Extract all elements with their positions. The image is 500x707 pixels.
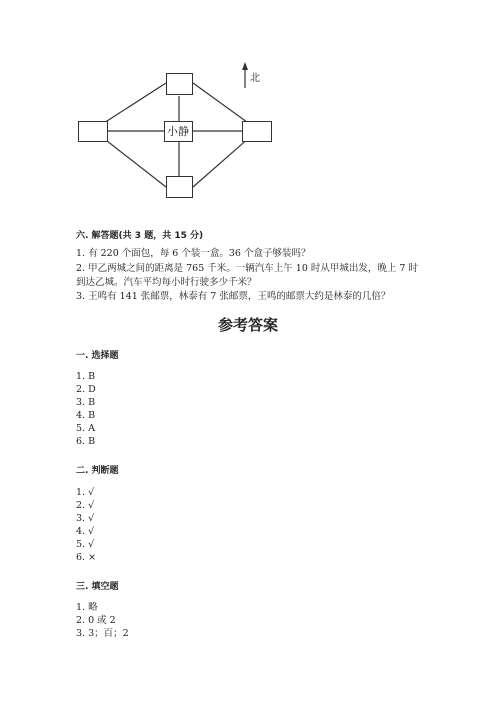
- answer-2-2: 2. √: [76, 500, 95, 511]
- answer-3-1: 1. 略: [76, 602, 98, 613]
- answer-2-6: 6. ×: [76, 552, 97, 563]
- right-box: [242, 121, 272, 142]
- north-label: 北: [250, 73, 260, 84]
- answer-1-3: 3. B: [76, 397, 96, 408]
- answer-2-4: 4. √: [76, 526, 95, 537]
- center-label: 小静: [167, 125, 189, 138]
- map-diagram: [0, 0, 500, 215]
- map-lines: [0, 0, 500, 215]
- answer-1-6: 6. B: [76, 436, 96, 447]
- answer-1-4: 4. B: [76, 410, 96, 421]
- answer-2-3: 3. √: [76, 513, 95, 524]
- north-arrow-icon: [242, 62, 248, 70]
- answer-1-5: 5. A: [76, 423, 95, 434]
- answer-3-2: 2. 0 或 2: [76, 615, 116, 626]
- answers-title: 参考答案: [218, 316, 279, 334]
- answers-section1-title: 一. 选择题: [76, 351, 119, 361]
- answer-2-1: 1. √: [76, 487, 95, 498]
- question-2-cont: 到达乙城。汽车平均每小时行驶多少千米？: [76, 277, 257, 288]
- top-box: [166, 73, 193, 95]
- section6-title: 六. 解答题(共 3 题，共 15 分): [76, 231, 204, 241]
- question-1: 1. 有 220 个面包，每 6 个装一盒。36 个盒子够装吗？: [76, 248, 311, 259]
- bottom-box: [166, 176, 193, 198]
- answer-2-5: 5. √: [76, 539, 95, 550]
- answer-1-1: 1. B: [76, 371, 96, 382]
- question-2: 2. 甲乙两城之间的距离是 765 千米。一辆汽车上午 10 时从甲城出发，晚上 7 时: [76, 263, 418, 274]
- answer-3-3: 3. 3；百；2: [76, 628, 129, 639]
- answers-section3-title: 三. 填空题: [76, 582, 119, 592]
- answer-1-2: 2. D: [76, 384, 96, 395]
- left-box: [78, 121, 108, 142]
- answers-section2-title: 二. 判断题: [76, 466, 119, 476]
- question-3: 3. 王鸣有 141 张邮票，林泰有 7 张邮票，王鸣的邮票大约是林泰的几倍？: [76, 291, 391, 302]
